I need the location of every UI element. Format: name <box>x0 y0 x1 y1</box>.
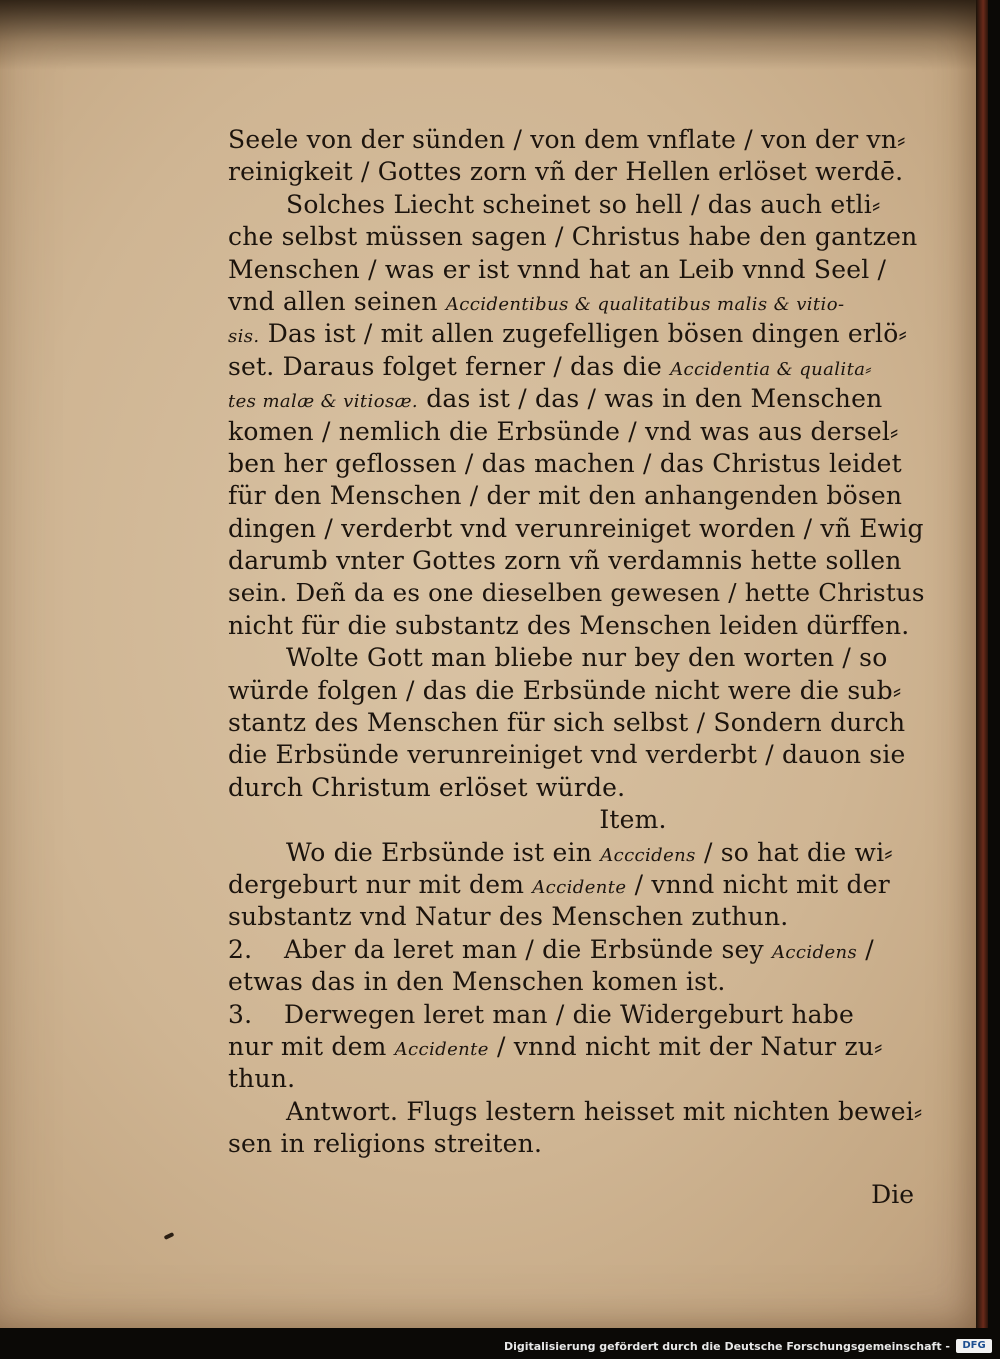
text-line <box>228 480 928 512</box>
dfg-logo-icon: DFG <box>956 1339 992 1353</box>
text-line <box>228 577 928 609</box>
line-text: das ist / das / was in den Menschen <box>426 384 883 414</box>
latin-term: sis. <box>228 326 260 348</box>
line-text: Seele von der sünden / von dem vnflate / von der vn⸗ <box>228 125 906 154</box>
text-line <box>228 318 928 350</box>
line-text: thun. <box>228 1064 296 1094</box>
catchword: Die <box>871 1180 914 1209</box>
book-spine-edge <box>976 0 988 1328</box>
latin-term: Acccidens <box>600 844 696 866</box>
page-text-block <box>228 124 928 1161</box>
line-text: komen / nemlich die Erbsünde / vnd was aus dersel⸗ <box>228 416 899 446</box>
page-shadow <box>0 0 988 70</box>
text-line <box>228 1128 928 1160</box>
text-line <box>228 739 928 771</box>
text-line <box>228 189 928 221</box>
text-line <box>228 1096 928 1128</box>
text-line <box>228 675 928 707</box>
line-text: Item. <box>599 805 667 835</box>
latin-term: Accidens <box>772 941 858 963</box>
line-text: Solches Liecht scheinet so hell / das auch etli⸗ <box>286 189 881 219</box>
text-line <box>228 772 928 804</box>
latin-term: Accidente <box>532 876 627 898</box>
line-text: sen in religions streiten. <box>228 1129 543 1159</box>
latin-term: Accidente <box>394 1038 489 1060</box>
text-line <box>228 837 928 869</box>
text-line <box>228 707 928 739</box>
line-text: che selbst müssen sagen / Christus habe den gantzen <box>228 222 918 252</box>
item-number: 2. <box>228 934 253 964</box>
line-text: würde folgen / das die Erbsünde nicht were die sub⸗ <box>228 675 902 705</box>
line-text: set. Daraus folget ferner / das die <box>228 351 662 381</box>
line-text-tail: / vnnd nicht mit der Natur zu⸗ <box>496 1031 883 1061</box>
latin-term: Accidentibus & qualitatibus malis & vitio- <box>445 293 845 315</box>
line-text: reinigkeit / Gottes zorn vñ der Hellen erlöset werdē. <box>228 157 904 187</box>
ink-smudge <box>164 1232 175 1240</box>
line-text: vnd allen seinen <box>228 286 438 316</box>
text-line <box>228 416 928 448</box>
line-text: durch Christum erlöset würde. <box>228 772 626 802</box>
text-line <box>228 351 928 383</box>
line-text: Das ist / mit allen zugefelligen bösen dingen erlö⸗ <box>267 319 908 349</box>
line-text: stantz des Menschen für sich selbst / Sondern durch <box>228 708 906 738</box>
line-text: nur mit dem <box>228 1031 387 1061</box>
line-text: ben her geflossen / das machen / das Christus leidet <box>228 448 902 478</box>
line-text: für den Menschen / der mit den anhangenden bösen <box>228 481 903 511</box>
text-line <box>228 966 928 998</box>
line-text: Wo die Erbsünde ist ein <box>286 837 593 867</box>
text-line <box>228 1063 928 1095</box>
text-line <box>228 869 928 901</box>
line-text: darumb vnter Gottes zorn vñ verdamnis hette sollen <box>228 546 902 576</box>
line-text: die Erbsünde verunreiniget vnd verderbt / dauon sie <box>228 740 906 770</box>
text-line <box>228 156 928 188</box>
line-text: dingen / verderbt vnd verunreiniget worden / vñ Ewig <box>228 513 924 543</box>
text-line <box>228 901 928 933</box>
text-line <box>228 254 928 286</box>
text-line <box>228 1031 928 1063</box>
line-text: Derwegen leret man / die Widergeburt habe <box>284 999 854 1029</box>
line-text: Wolte Gott man bliebe nur bey den worten / so <box>286 643 888 673</box>
text-line <box>228 545 928 577</box>
latin-term: Accidentia & qualita⸗ <box>670 358 872 380</box>
line-text: nicht für die substantz des Menschen leiden dürffen. <box>228 610 910 640</box>
text-line <box>228 642 928 674</box>
text-line <box>228 999 928 1031</box>
line-text: substantz vnd Natur des Menschen zuthun. <box>228 902 789 932</box>
line-text: etwas das in den Menschen komen ist. <box>228 967 726 997</box>
item-number: 3. <box>228 999 253 1029</box>
text-line <box>228 934 928 966</box>
text-line <box>228 448 928 480</box>
text-line <box>228 221 928 253</box>
text-line <box>228 124 928 156</box>
line-text: sein. Deñ da es one dieselben gewesen / hette Christus <box>228 578 925 608</box>
text-line <box>228 804 928 836</box>
line-text: Menschen / was er ist vnnd hat an Leib vnnd Seel / <box>228 254 887 284</box>
funding-credit: Digitalisierung gefördert durch die Deutsche Forschungsgemeinschaft - <box>503 1340 950 1353</box>
text-line <box>228 383 928 415</box>
latin-term: tes malæ & vitiosæ. <box>228 391 419 413</box>
line-text-tail: / <box>865 934 874 964</box>
text-line <box>228 610 928 642</box>
line-text-tail: / so hat die wi⸗ <box>703 837 893 867</box>
text-line <box>228 513 928 545</box>
line-text: Antwort. Flugs lestern heisset mit nichten bewei⸗ <box>286 1096 923 1126</box>
text-line <box>228 286 928 318</box>
line-text: dergeburt nur mit dem <box>228 869 525 899</box>
line-text: Aber da leret man / die Erbsünde sey <box>284 934 764 964</box>
line-text-tail: / vnnd nicht mit der <box>634 869 890 899</box>
